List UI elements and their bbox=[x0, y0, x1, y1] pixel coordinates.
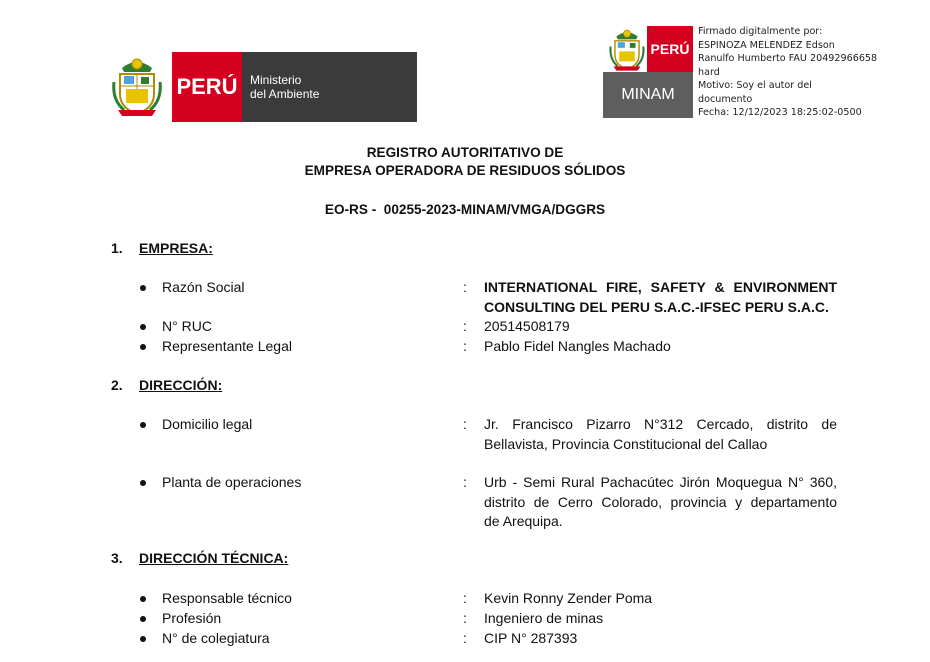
field-label: Responsable técnico bbox=[162, 590, 292, 606]
section-number: 2. bbox=[111, 377, 123, 393]
field-value-domicilio: Jr. Francisco Pizarro N°312 Cercado, distrito de Bellavista, Provincia Constitucional del Callao bbox=[484, 416, 837, 452]
signature-line: Firmado digitalmente por: bbox=[698, 26, 823, 37]
field-label: Profesión bbox=[162, 610, 222, 626]
bullet bbox=[140, 285, 146, 291]
field-label: Domicilio legal bbox=[162, 416, 253, 432]
section-number: 3. bbox=[111, 550, 123, 566]
field-value-planta: Urb - Semi Rural Pachacútec Jirón Moquegua N° 360, distrito de Cerro Colorado, provincia y departamento de Arequipa. bbox=[484, 474, 837, 529]
field-colon: : bbox=[463, 279, 467, 295]
field-colon: : bbox=[463, 338, 467, 354]
field-label: Planta de operaciones bbox=[162, 474, 302, 490]
signature-line: ESPINOZA MELENDEZ Edson bbox=[698, 39, 835, 51]
bullet bbox=[140, 596, 146, 602]
bullet bbox=[140, 324, 146, 330]
section-number: 1. bbox=[111, 240, 123, 256]
bullet bbox=[140, 422, 146, 428]
digital-signature bbox=[698, 25, 908, 120]
signature-line: hard bbox=[698, 66, 720, 78]
field-value-responsable: Kevin Ronny Zender Poma bbox=[484, 590, 653, 606]
field-label: N° de colegiatura bbox=[162, 630, 270, 646]
field-colon: : bbox=[463, 318, 467, 334]
section-title-direccion: DIRECCIÓN: bbox=[139, 377, 223, 393]
ministry-line2: del Ambiente bbox=[250, 87, 320, 101]
field-colon: : bbox=[463, 474, 467, 490]
field-label: N° RUC bbox=[162, 318, 212, 334]
field-value-profesion: Ingeniero de minas bbox=[484, 610, 604, 626]
minam-label: MINAM bbox=[603, 72, 693, 118]
field-colon: : bbox=[463, 590, 467, 606]
field-colon: : bbox=[463, 630, 467, 646]
field-value-ruc: 20514508179 bbox=[484, 318, 570, 334]
field-value-colegiatura: CIP N° 287393 bbox=[484, 630, 578, 646]
field-label: Representante Legal bbox=[162, 338, 292, 354]
bullet bbox=[140, 616, 146, 622]
section-title-empresa: EMPRESA: bbox=[139, 240, 213, 256]
registration-code: EO-RS - 00255-2023-MINAM/VMGA/DGGRS bbox=[324, 202, 606, 217]
field-colon: : bbox=[463, 416, 467, 432]
peru-label: PERÚ bbox=[172, 52, 242, 122]
peru-coat-of-arms-icon bbox=[112, 56, 162, 118]
ministry-block bbox=[242, 52, 417, 122]
signature-line: documento bbox=[698, 93, 753, 105]
field-value-representante: Pablo Fidel Nangles Machado bbox=[484, 338, 671, 354]
bullet bbox=[140, 636, 146, 642]
document-title-line2: EMPRESA OPERADORA DE RESIDUOS SÓLIDOS bbox=[304, 163, 626, 178]
peru-small-label: PERÚ bbox=[647, 26, 693, 72]
signature-line: Ranulfo Humberto FAU 20492966658 bbox=[698, 53, 878, 64]
field-colon: : bbox=[463, 610, 467, 626]
bullet bbox=[140, 480, 146, 486]
minam-logo-right bbox=[603, 26, 693, 118]
section-title-direccion-tecnica: DIRECCIÓN TÉCNICA: bbox=[139, 550, 289, 566]
document-title-line1: REGISTRO AUTORITATIVO DE bbox=[366, 145, 564, 160]
peru-coat-of-arms-small-icon bbox=[609, 28, 645, 72]
field-value-razon-social: INTERNATIONAL FIRE, SAFETY & ENVIRONMENT CONSULTING DEL PERU S.A.C.-IFSEC PERU S.A.C. bbox=[484, 279, 837, 315]
signature-line: Fecha: 12/12/2023 18:25:02-0500 bbox=[698, 107, 862, 118]
bullet bbox=[140, 344, 146, 350]
minam-logo-left bbox=[112, 52, 417, 122]
signature-line: Motivo: Soy el autor del bbox=[698, 80, 812, 91]
ministry-line1: Ministerio bbox=[250, 73, 302, 87]
field-label: Razón Social bbox=[162, 279, 245, 295]
